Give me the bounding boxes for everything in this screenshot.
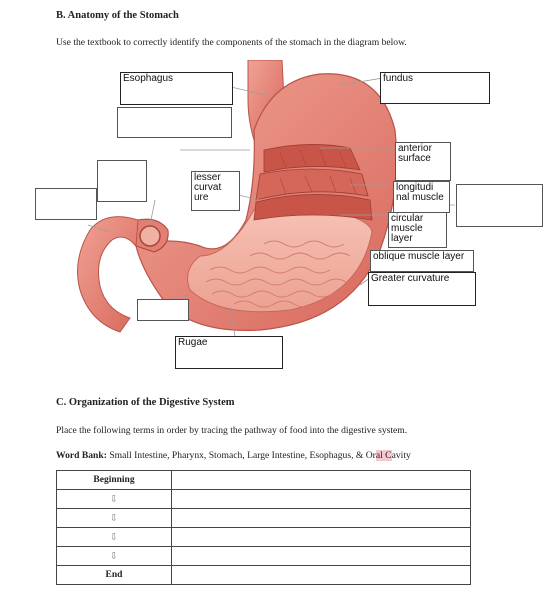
word-bank (56, 450, 411, 461)
down-arrow-icon: ⇩ (57, 490, 172, 509)
word-bank-label: Word Bank: (56, 450, 107, 461)
answer-cell[interactable] (172, 528, 471, 547)
answer-cell[interactable] (172, 490, 471, 509)
label-esophagus[interactable]: Esophagus (120, 72, 233, 105)
label-lesser-curvature[interactable]: lesser curvat ure (191, 171, 240, 211)
word-bank-tail: avity (391, 450, 411, 461)
label-oblique-muscle[interactable]: oblique muscle layer (370, 250, 474, 272)
table-row (57, 471, 471, 490)
table-row (57, 566, 471, 585)
section-c-instructions: Place the following terms in order by tracing the pathway of food into the digestive system. (56, 425, 408, 436)
label-longitudinal-muscle[interactable]: longitudi nal muscle (393, 181, 450, 213)
label-blank-4[interactable] (456, 184, 543, 227)
answer-cell[interactable] (172, 566, 471, 585)
answer-cell[interactable] (172, 509, 471, 528)
label-blank-1[interactable] (117, 107, 232, 138)
down-arrow-icon: ⇩ (57, 547, 172, 566)
label-blank-5[interactable] (137, 299, 189, 321)
table-row (57, 547, 471, 566)
row-label: End (57, 566, 172, 585)
row-label: Beginning (57, 471, 172, 490)
down-arrow-icon: ⇩ (57, 528, 172, 547)
word-bank-highlight: al C (375, 450, 392, 461)
label-fundus[interactable]: fundus (380, 72, 490, 104)
answer-cell[interactable] (172, 471, 471, 490)
table-row (57, 509, 471, 528)
order-table (56, 470, 471, 585)
label-rugae[interactable]: Rugae (175, 336, 283, 369)
table-row (57, 528, 471, 547)
label-circular-muscle[interactable]: circular muscle layer (388, 212, 447, 248)
section-b-instructions: Use the textbook to correctly identify the components of the stomach in the diagram below. (56, 37, 407, 48)
section-b-title: B. Anatomy of the Stomach (56, 10, 179, 21)
answer-cell[interactable] (172, 547, 471, 566)
label-greater-curvature[interactable]: Greater curvature (368, 272, 476, 306)
table-row (57, 490, 471, 509)
down-arrow-icon: ⇩ (57, 509, 172, 528)
label-blank-2[interactable] (97, 160, 147, 202)
label-anterior-surface[interactable]: anterior surface (395, 142, 451, 181)
label-blank-3[interactable] (35, 188, 97, 220)
word-bank-text: Small Intestine, Pharynx, Stomach, Large Intestine, Esophagus, & Or (106, 450, 376, 461)
section-c-title: C. Organization of the Digestive System (56, 397, 235, 408)
